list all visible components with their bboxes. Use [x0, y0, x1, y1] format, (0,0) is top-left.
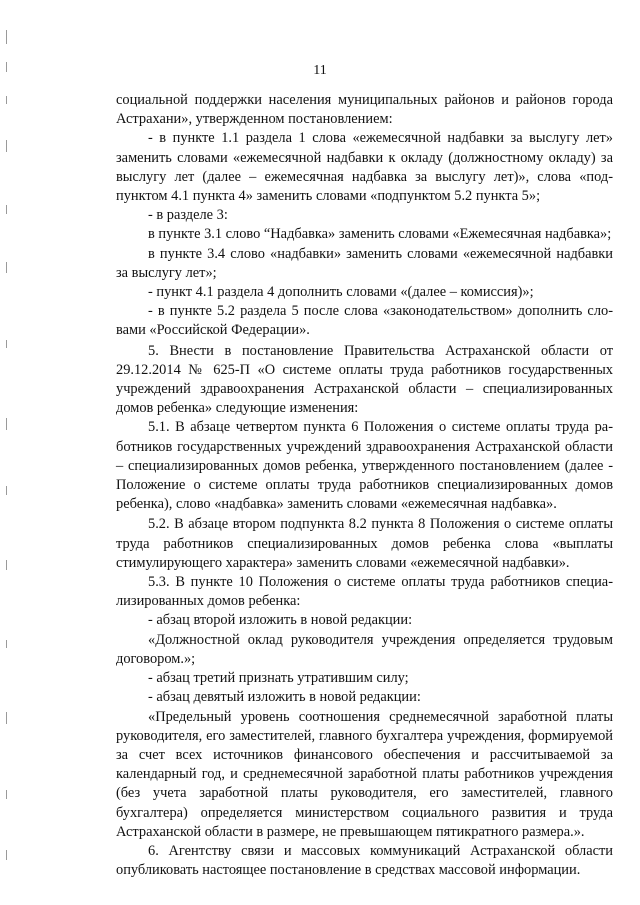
- paragraph: в пункте 3.4 слово «надбавки» заменить словами «ежемесячной надбавки за выслугу лет»;: [116, 245, 613, 281]
- paragraph: - абзац третий признать утратившим силу;: [148, 670, 409, 687]
- paragraph: - абзац девятый изложить в новой редакции:: [148, 689, 421, 706]
- paragraph: 5.3. В пункте 10 Положения о системе оплаты труда работников специализированных домов ребенка:: [116, 574, 613, 610]
- paragraph: - в разделе 3:: [148, 207, 228, 224]
- document-body: [116, 91, 613, 880]
- page-number: 11: [313, 63, 327, 78]
- paragraph: - в пункте 1.1 раздела 1 слова «ежемесячной надбавки за выслугу лет» заменить словами «ежемесячной надбавки к окладу (должностному окладу) за выслугу лет (далее – ежемесячная надбавка за выслугу лет)», слова «подпунктом 4.1 пункта 4» заменить словами «подпунктом 5.2 пункта 5»;: [116, 130, 613, 205]
- paragraph: 5.2. В абзаце втором подпункта 8.2 пункта 8 Положения о системе оплаты труда работников специализированных домов ребенка слова «выплаты стимулирующего характера» заменить словами «ежемесячной надбавки».: [116, 516, 613, 571]
- paragraph: в пункте 3.1 слово “Надбавка» заменить словами «Ежемесячная надбавка»;: [148, 226, 612, 243]
- paragraph: - пункт 4.1 раздела 4 дополнить словами «(далее – комиссия)»;: [148, 284, 534, 301]
- paragraph: - абзац второй изложить в новой редакции:: [148, 612, 413, 629]
- paragraph: «Должностной оклад руководителя учреждения определяется трудовым договором.»;: [116, 631, 613, 667]
- paragraph: 5.1. В абзаце четвертом пункта 6 Положения о системе оплаты труда работников государственных учреждений здравоохранения Астраханской области – специализированных домов ребенка, утвержденного постановлением (далее - Положение о системе оплаты труда работников специализированных домов ребенка), слово «надбавка» заменить словами «ежемесячная надбавка».: [116, 419, 613, 513]
- paragraph: 5. Внести в постановление Правительства Астраханской области от 29.12.2014 № 625-П «О системе оплаты труда работников государственных учреждений здравоохранения Астраханской области – специализированных домов ребенка» следующие изменения:: [116, 342, 613, 417]
- paragraph: 6. Агентству связи и массовых коммуникаций Астраханской области опубликовать настоящее постановление в средствах массовой информации.: [116, 842, 613, 879]
- paragraph: социальной поддержки населения муниципальных районов и районов города Астрахани», утвержденном постановлением:: [116, 92, 613, 128]
- paragraph: «Предельный уровень соотношения среднемесячной заработной платы руководителя, его заместителей, главного бухгалтера учреждения, формируемой за счет всех источников финансового обеспечения и рассчитываемой за календарный год, и среднемесячной заработной платы работников учреждения (без учета заработной платы руководителя, его заместителей, главного бухгалтера) определяется министерством социального развития и труда Астраханской области в размере, не превышающем пятикратного размера.».: [116, 708, 613, 840]
- paragraph: - в пункте 5.2 раздела 5 после слова «законодательством» дополнить словами «Российской Федерации».: [116, 303, 613, 339]
- binding-margin-marks: [4, 0, 10, 905]
